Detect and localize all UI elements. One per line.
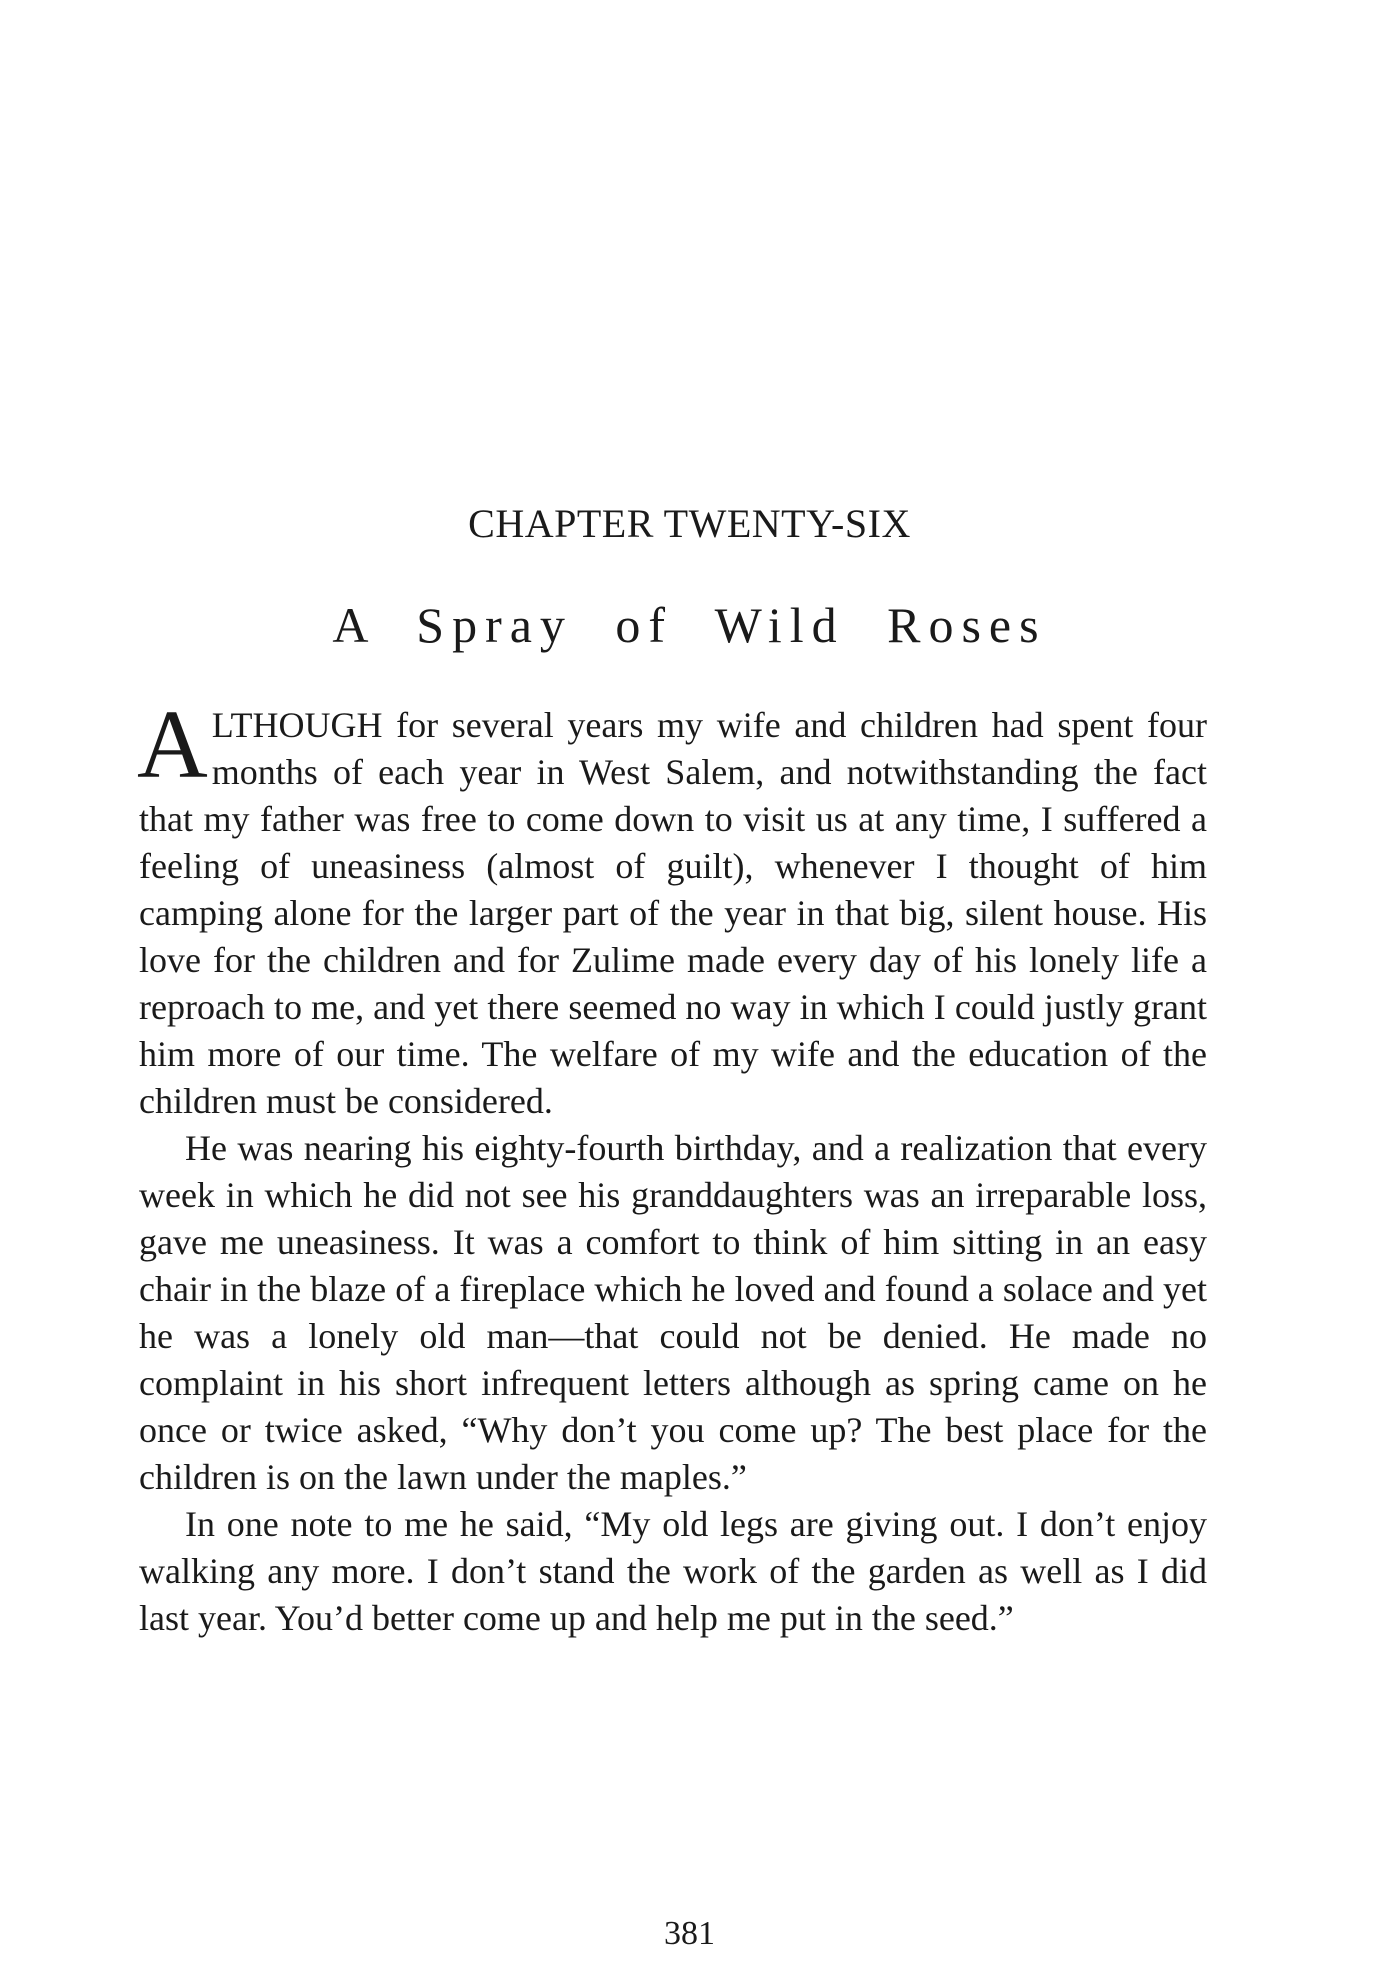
chapter-title: A Spray of Wild Roses [332, 597, 1047, 653]
drop-cap: A [137, 691, 208, 799]
paragraph-2: He was nearing his eighty-fourth birthday, and a realization that every week in which he did not see his granddaughters was an irreparable loss, gave me uneasiness. It was a comfort to think of him sitting in an easy chair in the blaze of a fireplace which he loved and found a solace and yet he was a lonely old man—that could not be denied. He made no complaint in his short infrequent letters although as spring came on he once or twice asked, “Why don’t you come up? The best place for the children is on the lawn under the maples.” [139, 1128, 1207, 1497]
chapter-label: CHAPTER TWENTY-SIX [468, 501, 911, 546]
paragraph-1-text: LTHOUGH for several years my wife and children had spent four months of each year in West Salem, and notwithstanding the fact that my father was free to come down to visit us at any time, I suffered a feeling of uneasiness (almost of guilt), whenever I thought of him camping alone for the larger part of the year in that big, silent house. His love for the children and for Zulime made every day of his lonely life a reproach to me, and yet there seemed no way in which I could justly grant him more of our time. The welfare of my wife and the education of the children must be considered. [139, 705, 1207, 1121]
chapter-body [137, 691, 1207, 1642]
paragraph-3: In one note to me he said, “My old legs are giving out. I don’t enjoy walking any more. I don’t stand the work of the garden as well as I did last year. You’d better come up and help me put in the seed.” [139, 1504, 1207, 1638]
paragraph-1 [137, 691, 1207, 1125]
page-number: 381 [664, 1915, 715, 1952]
